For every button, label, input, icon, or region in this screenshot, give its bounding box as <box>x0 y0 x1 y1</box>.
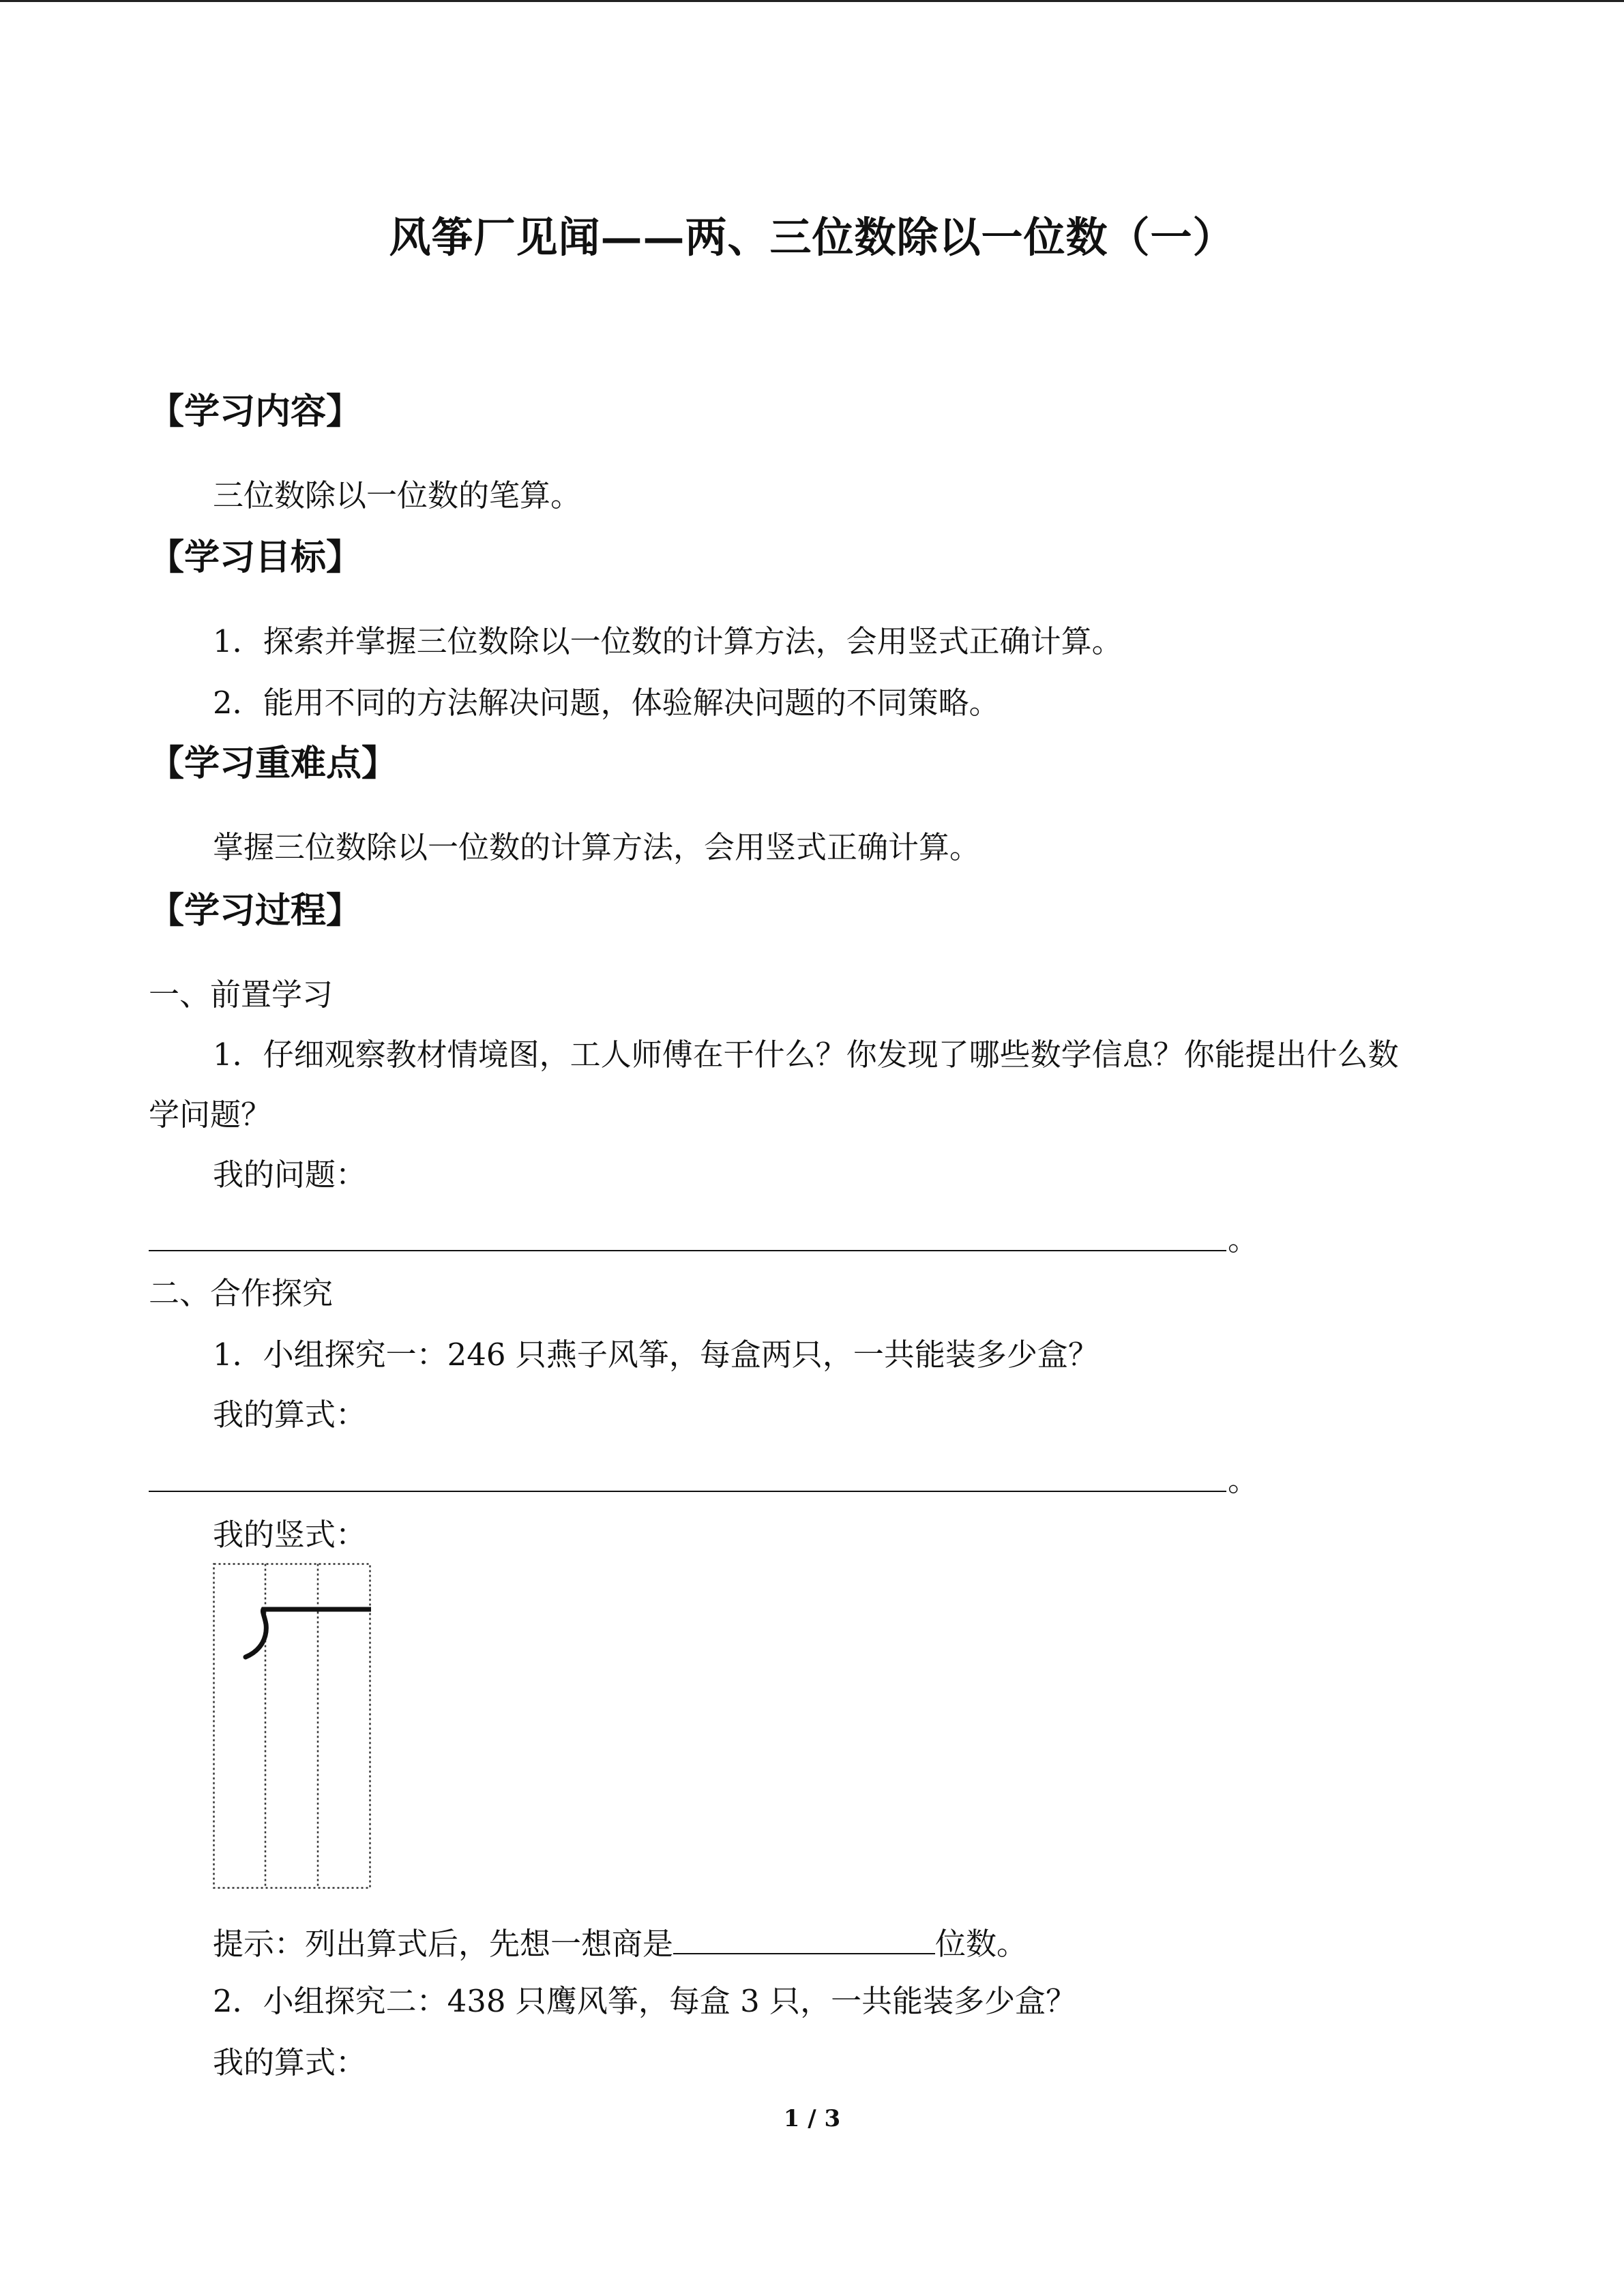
goal-item-1: 1．探索并掌握三位数除以一位数的计算方法，会用竖式正确计算。 <box>213 623 1123 659</box>
my-vertical-label: 我的竖式： <box>213 1517 367 1553</box>
page-number: 1 / 3 <box>783 2105 841 2132</box>
page-title: 风筝厂见闻——两、三位数除以一位数（一） <box>389 213 1235 262</box>
heading-learning-content: 【学习内容】 <box>149 391 362 432</box>
my-question-label: 我的问题： <box>213 1157 367 1193</box>
learning-content-text: 三位数除以一位数的笔算。 <box>213 477 582 513</box>
part1-title: 一、前置学习 <box>149 976 334 1013</box>
part2-question-2: 2．小组探究二：438 只鹰风筝，每盒 3 只，一共能装多少盒？ <box>213 1983 1077 2019</box>
my-formula-label: 我的算式： <box>213 1397 367 1433</box>
heading-learning-process: 【学习过程】 <box>149 891 362 931</box>
hint-text-after: 位数。 <box>935 1926 1028 1962</box>
part2-question-1: 1．小组探究一：246 只燕子风筝，每盒两只，一共能装多少盒？ <box>213 1337 1099 1373</box>
hint-answer-blank[interactable] <box>673 1924 935 1954</box>
my-question-answer-line[interactable] <box>149 1250 1226 1251</box>
part2-title: 二、合作探究 <box>149 1275 334 1311</box>
goal-item-2: 2．能用不同的方法解决问题，体验解决问题的不同策略。 <box>213 685 1000 721</box>
hint-line <box>213 1924 1028 1962</box>
long-division-grid[interactable] <box>213 1563 371 1889</box>
part1-question-1-line-2: 学问题？ <box>149 1097 272 1133</box>
my-formula-answer-line[interactable] <box>149 1491 1226 1492</box>
heading-learning-goals: 【学习目标】 <box>149 537 362 578</box>
heading-key-points: 【学习重难点】 <box>149 743 398 784</box>
top-border-rule <box>0 0 1624 2</box>
my-formula-period: 。 <box>1228 1462 1259 1498</box>
key-points-text: 掌握三位数除以一位数的计算方法，会用竖式正确计算。 <box>213 829 981 865</box>
hint-text-before: 提示：列出算式后，先想一想商是 <box>213 1926 674 1962</box>
division-bracket-icon <box>246 1609 371 1657</box>
part1-question-1-line-1: 1．仔细观察教材情境图，工人师傅在干什么？你发现了哪些数学信息？你能提出什么数 <box>213 1037 1399 1073</box>
my-question-period: 。 <box>1228 1221 1259 1257</box>
my-formula-2-label: 我的算式： <box>213 2044 367 2081</box>
